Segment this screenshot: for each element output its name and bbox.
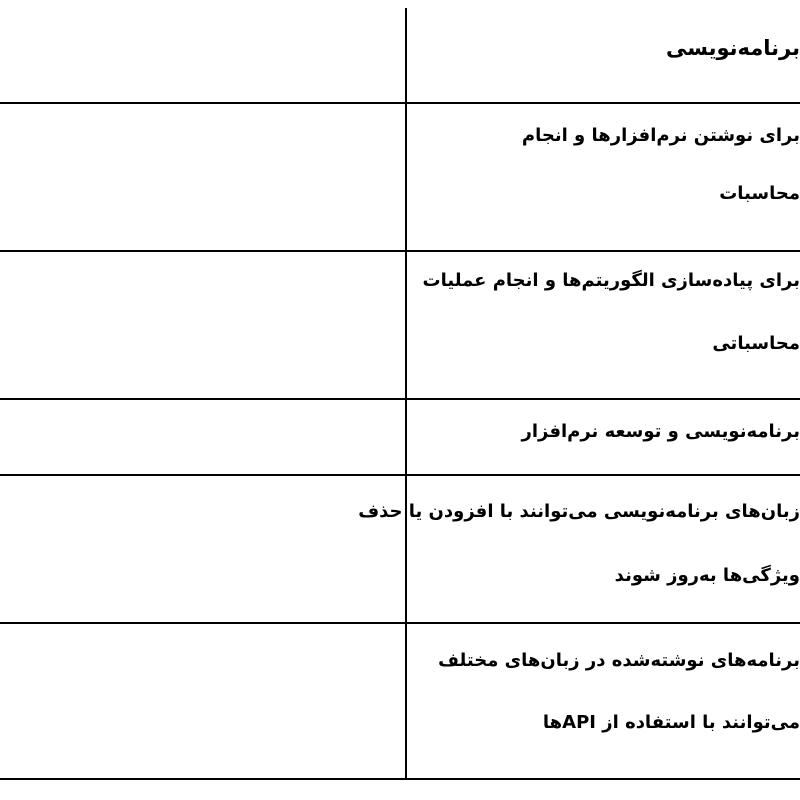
left-column <box>0 0 389 800</box>
right-column <box>358 0 800 800</box>
row-5-programming-line-2: می‌توانند با استفاده از APIها <box>542 712 800 733</box>
row-1-programming-line-2: محاسبات <box>719 183 800 204</box>
row-1-programming-line-1: برای نوشتن نرم‌افزارها و انجام <box>521 125 800 146</box>
row-5-programming-line-1: برنامه‌های نوشته‌شده در زبان‌های مختلف <box>438 650 800 671</box>
row-2-programming-line-2: محاسباتی <box>712 333 800 354</box>
row-3-programming-line-1: برنامه‌نویسی و توسعه نرم‌افزار <box>521 421 800 442</box>
row-2-programming-line-1: برای پیاده‌سازی الگوریتم‌ها و انجام عملیات <box>422 270 800 291</box>
row-4-programming-line-2: ویژگی‌ها به‌روز شوند <box>614 565 800 586</box>
row-4-programming-line-1: زبان‌های برنامه‌نویسی می‌توانند با افزودن یا حذف <box>358 501 800 522</box>
column-divider <box>405 8 407 780</box>
header-programming: برنامه‌نویسی <box>665 36 800 60</box>
